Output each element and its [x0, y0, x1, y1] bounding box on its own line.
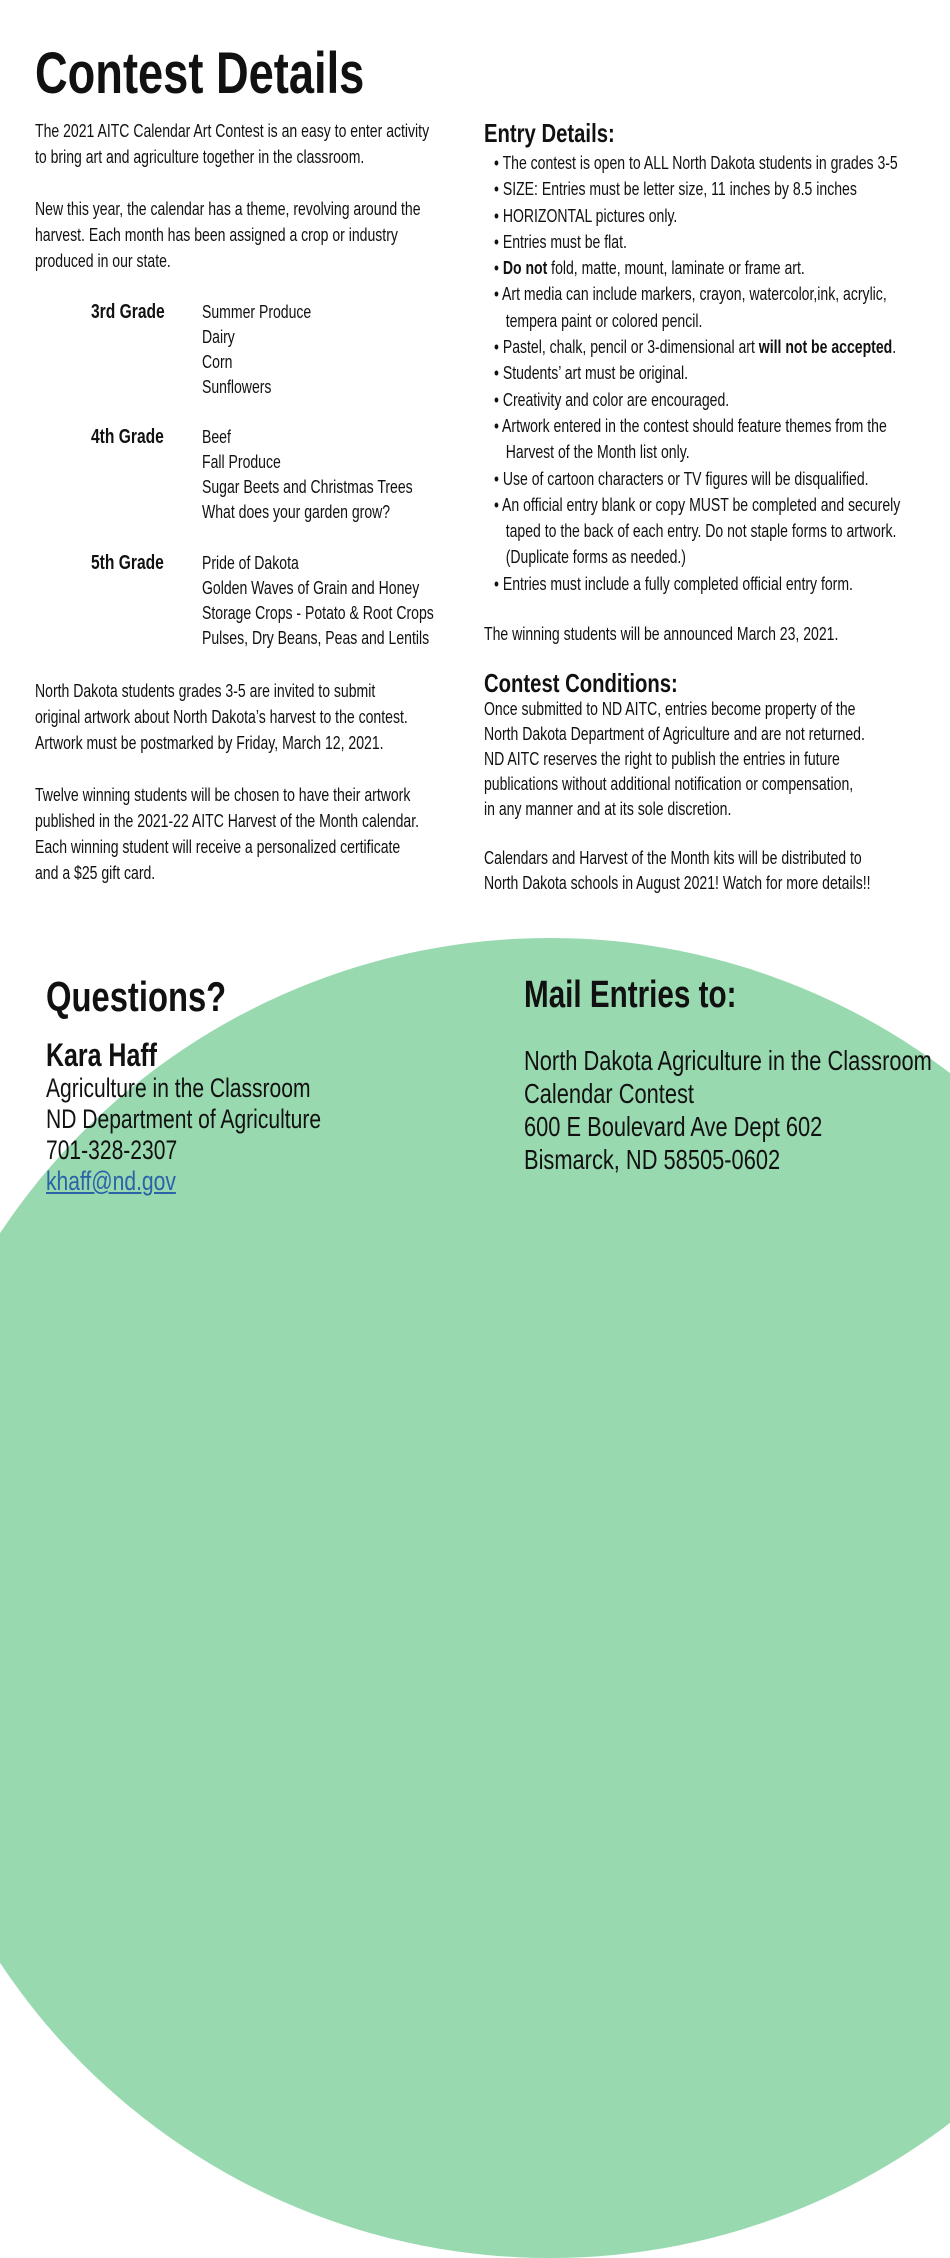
bullet-icon: •: [494, 363, 503, 384]
bullet-icon: •: [494, 231, 503, 252]
grade-crop-list: Pride of Dakota Golden Waves of Grain and Honey Storage Crops - Potato & Root Crops Pulses, Dry Beans, Peas and Lentils: [202, 553, 434, 648]
bullet-icon: •: [494, 284, 503, 305]
rule-item: • Entries must be flat.: [494, 231, 627, 252]
grade-label: 4th Grade: [91, 426, 164, 448]
rule-item: • Use of cartoon characters or TV figures will be disqualified.: [494, 468, 869, 489]
contact-email-link[interactable]: khaff@nd.gov: [46, 1166, 176, 1196]
rule-item: • Pastel, chalk, pencil or 3-dimensional art will not be accepted.: [494, 337, 897, 358]
bullet-icon: •: [494, 494, 503, 515]
invite-paragraph: North Dakota students grades 3-5 are invited to submit original artwork about North Dakota’s harvest to the contest. Artwork must be postmarked by Friday, March 12, 2021.: [35, 681, 408, 753]
bullet-icon: •: [494, 389, 503, 410]
conditions-text: Once submitted to ND AITC, entries become property of the North Dakota Department of Agriculture and are not returned. ND AITC reserves the right to publish the entries in future publications without additional notification or compensation, in any manner and at its sole discretion.: [484, 699, 865, 819]
contest-conditions-heading: Contest Conditions:: [484, 668, 678, 698]
contact-dept: ND Department of Agriculture: [46, 1104, 322, 1134]
bullet-icon: •: [494, 415, 503, 436]
mail-entries-heading: Mail Entries to:: [524, 974, 737, 1016]
bullet-icon: •: [494, 205, 503, 226]
bullet-icon: •: [494, 179, 503, 200]
winner-announcement: The winning students will be announced March 23, 2021.: [484, 624, 839, 644]
rule-item: • The contest is open to ALL North Dakota students in grades 3-5: [494, 153, 898, 173]
rule-item: • Artwork entered in the contest should feature themes from the Harvest of the Month list only.: [494, 415, 887, 463]
winners-paragraph: Twelve winning students will be chosen to have their artwork published in the 2021-22 AITC Harvest of the Month calendar. Each winning student will receive a personalized certificate and a $25 gift card.: [35, 785, 420, 883]
bullet-icon: •: [494, 258, 503, 279]
page-title: Contest Details: [35, 41, 365, 106]
bullet-icon: •: [494, 573, 503, 594]
rule-item: • Art media can include markers, crayon, watercolor,ink, acrylic, tempera paint or colored pencil.: [494, 284, 887, 331]
grade-label: 3rd Grade: [91, 301, 165, 323]
bullet-icon: •: [494, 153, 503, 173]
intro-paragraph-1: The 2021 AITC Calendar Art Contest is an easy to enter activity to bring art and agriculture together in the classroom.: [35, 121, 430, 167]
grade-crop-list: Beef Fall Produce Sugar Beets and Christmas Trees What does your garden grow?: [202, 427, 413, 522]
grade-label: 5th Grade: [91, 552, 164, 574]
rule-item: • Do not fold, matte, mount, laminate or frame art.: [494, 258, 805, 279]
contact-name: Kara Haff: [46, 1037, 157, 1073]
rule-item: • An official entry blank or copy MUST be completed and securely taped to the back of each entry. Do not staple forms to artwork. (Duplicate forms as needed.): [494, 494, 901, 568]
contact-phone: 701-328-2307: [46, 1135, 178, 1165]
mailing-address: North Dakota Agriculture in the Classroom Calendar Contest 600 E Boulevard Ave Dept 602 Bismarck, ND 58505-0602: [524, 1045, 932, 1175]
rule-item: • Students’ art must be original.: [494, 363, 689, 384]
intro-paragraph-2: New this year, the calendar has a theme, revolving around the harvest. Each month has been assigned a crop or industry produced in our state.: [35, 199, 421, 271]
grade-crop-list: Summer Produce Dairy Corn Sunflowers: [202, 302, 312, 397]
questions-heading: Questions?: [46, 973, 227, 1020]
bullet-icon: •: [494, 337, 503, 358]
entry-rules-list: [494, 150, 950, 597]
rule-item: • Creativity and color are encouraged.: [494, 389, 730, 410]
rule-item: • Entries must include a fully completed official entry form.: [494, 573, 853, 594]
rule-item: • HORIZONTAL pictures only.: [494, 205, 678, 226]
contact-details: [46, 1073, 399, 1197]
rule-item: • SIZE: Entries must be letter size, 11 inches by 8.5 inches: [494, 179, 857, 200]
calendar-distribution-text: Calendars and Harvest of the Month kits will be distributed to North Dakota schools in August 2021! Watch for more details!!: [484, 848, 871, 893]
bullet-icon: •: [494, 468, 503, 489]
contact-org: Agriculture in the Classroom: [46, 1073, 311, 1103]
entry-details-heading: Entry Details:: [484, 118, 615, 148]
